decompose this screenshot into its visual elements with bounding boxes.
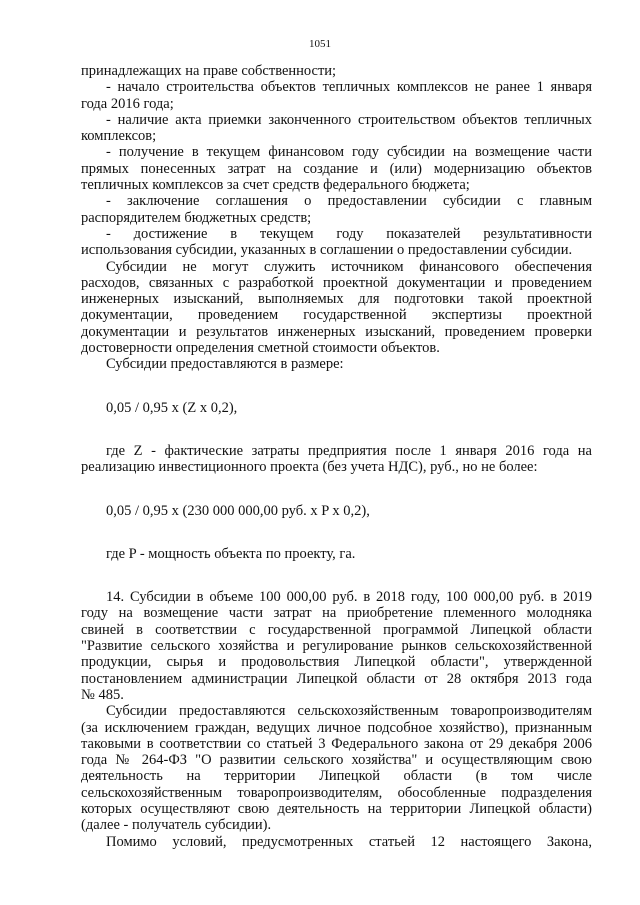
document-body — [81, 63, 592, 850]
text-line: достоверности определения сметной стоимости объектов. — [81, 340, 440, 357]
list-item — [81, 226, 592, 259]
text-line: прямых понесенных затрат на создание и (или) модернизацию объектов — [81, 160, 592, 177]
text-line: Субсидии не могут служить источником финансового обеспечения — [106, 258, 592, 275]
section-14 — [81, 589, 592, 703]
text-line: документации и результатов инженерных изысканий, проведением проверки — [81, 323, 592, 340]
formula — [81, 503, 592, 519]
text-line: года № 264-ФЗ "О развитии сельского хозяйства" и осуществляющим свою — [81, 752, 592, 769]
text-line: - начало строительства объектов тепличных комплексов не ранее 1 января — [106, 79, 592, 96]
formula-line: 0,05 / 0,95 x (230 000 000,00 руб. x P x 0,2), — [106, 502, 370, 519]
text-line: постановлением администрации Липецкой области от 28 октября 2013 года — [81, 670, 592, 687]
text-line: № 485. — [81, 686, 124, 703]
list-item — [81, 112, 592, 145]
list-item — [81, 144, 592, 193]
text-line: комплексов; — [81, 128, 157, 145]
text-line: - достижение в текущем году показателей результативности — [106, 225, 592, 242]
text-line: принадлежащих на праве собственности; — [81, 63, 337, 79]
text-line: использования субсидии, указанных в соглашении о предоставлении субсидии. — [81, 242, 573, 259]
text-line: - наличие акта приемки законченного строительством объектов тепличных — [106, 111, 592, 128]
text-line: Субсидии предоставляются сельскохозяйственным товаропроизводителям — [106, 703, 592, 720]
text-line: Помимо условий, предусмотренных статьей 12 настоящего Закона, — [106, 833, 592, 850]
paragraph — [81, 703, 592, 833]
text-line: где Z - фактические затраты предприятия после 1 января 2016 года на — [106, 442, 592, 459]
paragraph — [81, 356, 592, 372]
text-line: документации, проведением государственной экспертизы проектной — [81, 307, 592, 324]
text-line: (за исключением граждан, ведущих личное подсобное хозяйство), признанным — [81, 719, 592, 736]
text-line: - получение в текущем финансовом году субсидии на возмещение части — [106, 144, 592, 161]
formula-line: 0,05 / 0,95 x (Z x 0,2), — [106, 399, 238, 416]
text-line: где P - мощность объекта по проекту, га. — [106, 545, 356, 562]
text-line: деятельность на территории Липецкой области (в том числе — [81, 768, 592, 785]
text-line: распорядителем бюджетных средств; — [81, 209, 312, 226]
text-line: таковыми в соответствии со статьей 3 Федерального закона от 29 декабря 2006 — [81, 735, 592, 752]
text-line: - заключение соглашения о предоставлении субсидии с главным — [106, 193, 592, 210]
paragraph — [81, 443, 592, 476]
text-line: свиней в соответствии с государственной программой Липецкой области — [81, 621, 592, 638]
list-item — [81, 193, 592, 226]
text-line: года 2016 года; — [81, 95, 174, 112]
paragraph — [81, 546, 592, 562]
text-line: (далее - получатель субсидии). — [81, 817, 272, 834]
text-line: инженерных изысканий, выполняемых для подготовки такой проектной — [81, 291, 592, 308]
text-line: году на возмещение части затрат на приобретение племенного молодняка — [81, 605, 592, 622]
text-line: Субсидии предоставляются в размере: — [106, 356, 344, 373]
text-line: реализацию инвестиционного проекта (без учета НДС), руб., но не более: — [81, 459, 538, 476]
paragraph — [81, 834, 592, 850]
text-line: расходов, связанных с разработкой проектной документации и проведением — [81, 274, 592, 291]
list-item — [81, 79, 592, 112]
text-line: 14. Субсидии в объеме 100 000,00 руб. в 2018 году, 100 000,00 руб. в 2019 — [106, 589, 592, 606]
text-line: которых осуществляют свою деятельность на территории Липецкой области) — [81, 800, 592, 817]
paragraph — [81, 63, 592, 79]
text-line: "Развитие сельского хозяйства и регулирование рынков сельскохозяйственной — [81, 638, 592, 655]
paragraph — [81, 259, 592, 357]
page-number: 1051 — [309, 38, 331, 50]
formula — [81, 400, 592, 416]
text-line: продукции, сырья и продовольствия Липецкой области", утвержденной — [81, 654, 592, 671]
text-line: тепличных комплексов за счет средств федерального бюджета; — [81, 177, 470, 194]
text-line: сельскохозяйственным товаропроизводителям, обособленные подразделения — [81, 784, 592, 801]
